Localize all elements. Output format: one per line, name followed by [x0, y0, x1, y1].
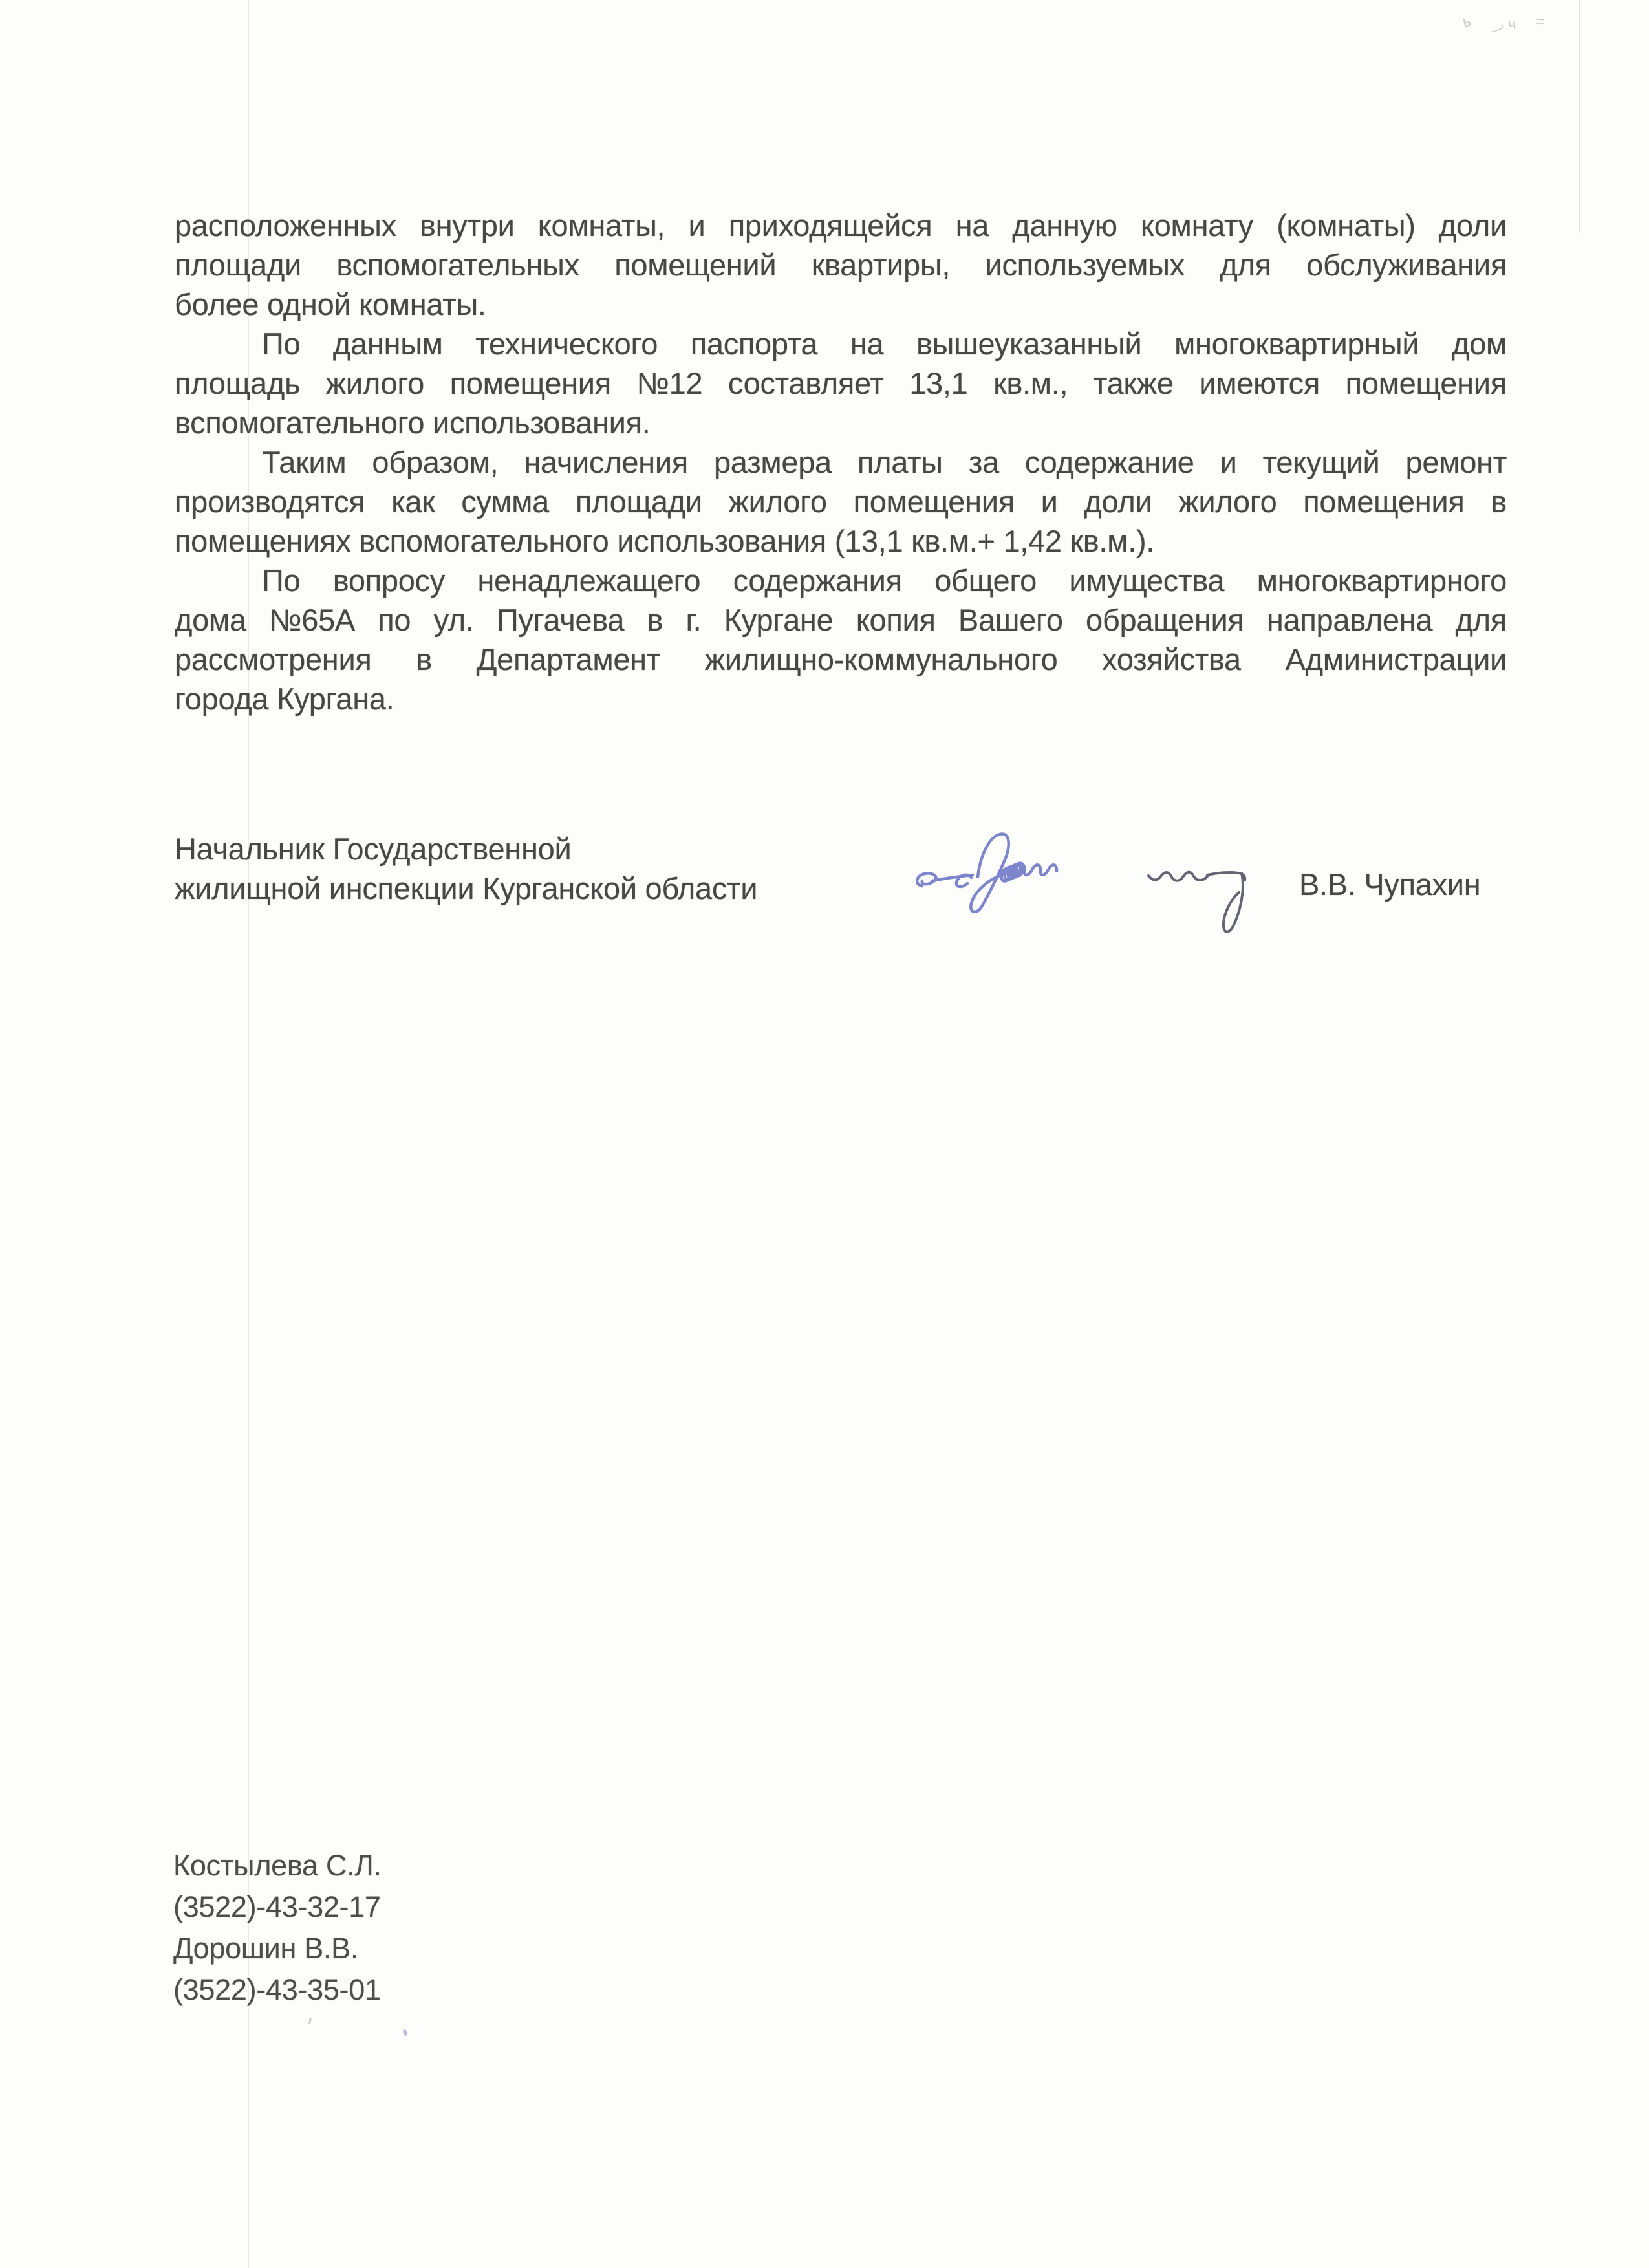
signatory-title [175, 829, 757, 908]
text-line [175, 482, 1507, 521]
word: №12 [636, 366, 703, 400]
paragraph [175, 206, 1507, 324]
word: многоквартирный [1174, 327, 1419, 361]
text-line [175, 363, 1507, 403]
word: помещений [614, 248, 777, 282]
word: составляет [727, 366, 884, 400]
ink-speck [402, 2029, 407, 2036]
word: и [1040, 484, 1058, 519]
paragraph [175, 442, 1507, 561]
word: направлена [1266, 603, 1433, 637]
word: По [262, 327, 301, 361]
scan-speck [308, 2018, 312, 2024]
text-line: помещениях вспомогательного использования (13,1 кв.м.+ 1,42 кв.м.). [175, 524, 1155, 558]
text-line [175, 324, 1507, 363]
text-line: вспомогательного использования. [175, 405, 651, 440]
word: жилищно-коммунального [704, 642, 1058, 676]
word: Кургане [724, 603, 834, 637]
word: и [688, 208, 706, 243]
word: данным [332, 327, 443, 361]
handwritten-signature-icon [911, 814, 1273, 949]
word: жилого [728, 484, 827, 519]
text-line [175, 561, 1507, 600]
word: размера [713, 445, 832, 479]
pencil-mark: ь [1460, 12, 1473, 32]
word: начисления [524, 445, 688, 479]
footer-contacts [173, 1845, 382, 2011]
word: Администрации [1285, 642, 1507, 676]
footer-contact-line: Костылева С.Л. [173, 1849, 382, 1882]
word: паспорта [690, 327, 818, 361]
word: производятся [175, 484, 365, 519]
word: обслуживания [1306, 248, 1507, 282]
word: комнаты, [537, 208, 665, 243]
word: рассмотрения [175, 642, 372, 676]
footer-contact-line: Дорошин В.В. [173, 1932, 359, 1965]
word: на [955, 208, 989, 243]
word: текущий [1262, 445, 1380, 479]
word: доли [1084, 484, 1152, 519]
word: платы [857, 445, 943, 479]
word: вышеуказанный [916, 327, 1142, 361]
page-edge-streak [1579, 0, 1580, 233]
word: также [1093, 366, 1174, 400]
word: в [647, 603, 663, 637]
word: и [1220, 445, 1237, 479]
word: используемых [985, 248, 1185, 282]
signatory-title-line1: Начальник Государственной [175, 832, 572, 866]
word: дом [1451, 327, 1507, 361]
word: общего [934, 563, 1037, 598]
word: копия [856, 603, 936, 637]
word: дома [175, 603, 246, 637]
word: ул. [433, 603, 474, 637]
word: По [262, 563, 301, 598]
text-line [175, 442, 1507, 482]
text-line: города Кургана. [175, 682, 394, 716]
pencil-mark: = [1535, 12, 1545, 31]
paragraph [175, 324, 1507, 442]
word: сумма [461, 484, 550, 519]
word: за [968, 445, 999, 479]
word: квартиры, [811, 248, 951, 282]
word: жилого [325, 366, 425, 400]
word: площади [575, 484, 702, 519]
word: для [1220, 248, 1271, 282]
letter-body [175, 206, 1507, 718]
word: (комнаты) [1277, 208, 1416, 243]
text-line [175, 640, 1507, 679]
word: обращения [1086, 603, 1244, 637]
word: доли [1438, 208, 1507, 243]
word: в [416, 642, 432, 676]
word: как [391, 484, 435, 519]
text-line [175, 600, 1507, 640]
text-line [175, 206, 1507, 245]
word: помещения [853, 484, 1015, 519]
word: хозяйства [1102, 642, 1241, 676]
footer-contact-line: (3522)-43-32-17 [173, 1890, 381, 1923]
word: содержания [733, 563, 902, 598]
text-line [175, 245, 1507, 285]
text-line: более одной комнаты. [175, 287, 486, 321]
word: на [850, 327, 884, 361]
word: 13,1 [909, 366, 968, 400]
word: Пугачева [496, 603, 625, 637]
word: многоквартирного [1256, 563, 1507, 598]
word: помещения [449, 366, 611, 400]
word: образом, [372, 445, 499, 479]
word: вопросу [332, 563, 445, 598]
word: кв.м., [993, 366, 1068, 400]
word: расположенных [175, 208, 396, 243]
word: Таким [262, 445, 347, 479]
word: содержание [1024, 445, 1194, 479]
word: для [1455, 603, 1507, 637]
word: жилого [1178, 484, 1277, 519]
word: в [1491, 484, 1507, 519]
word: имущества [1069, 563, 1225, 598]
word: г. [685, 603, 702, 637]
word: имеются [1199, 366, 1320, 400]
word: Вашего [958, 603, 1063, 637]
word: внутри [419, 208, 515, 243]
word: технического [475, 327, 658, 361]
word: ремонт [1405, 445, 1507, 479]
word: Департамент [476, 642, 661, 676]
word: помещения [1303, 484, 1465, 519]
pencil-mark: ノ [1487, 18, 1509, 41]
word: по [378, 603, 411, 637]
signatory-title-line2: жилищной инспекции Курганской области [175, 871, 758, 905]
word: комнату [1140, 208, 1253, 243]
word: площади [175, 248, 301, 282]
word: данную [1012, 208, 1117, 243]
word: площадь [175, 366, 301, 400]
signer-name: В.В. Чупахин [1299, 867, 1481, 902]
word: помещения [1345, 366, 1507, 400]
footer-contact-line: (3522)-43-35-01 [173, 1973, 381, 2006]
pencil-mark: ч [1507, 15, 1517, 34]
word: приходящейся [728, 208, 932, 243]
paragraph [175, 561, 1507, 718]
word: №65А [269, 603, 355, 637]
word: ненадлежащего [477, 563, 701, 598]
word: вспомогательных [336, 248, 579, 282]
